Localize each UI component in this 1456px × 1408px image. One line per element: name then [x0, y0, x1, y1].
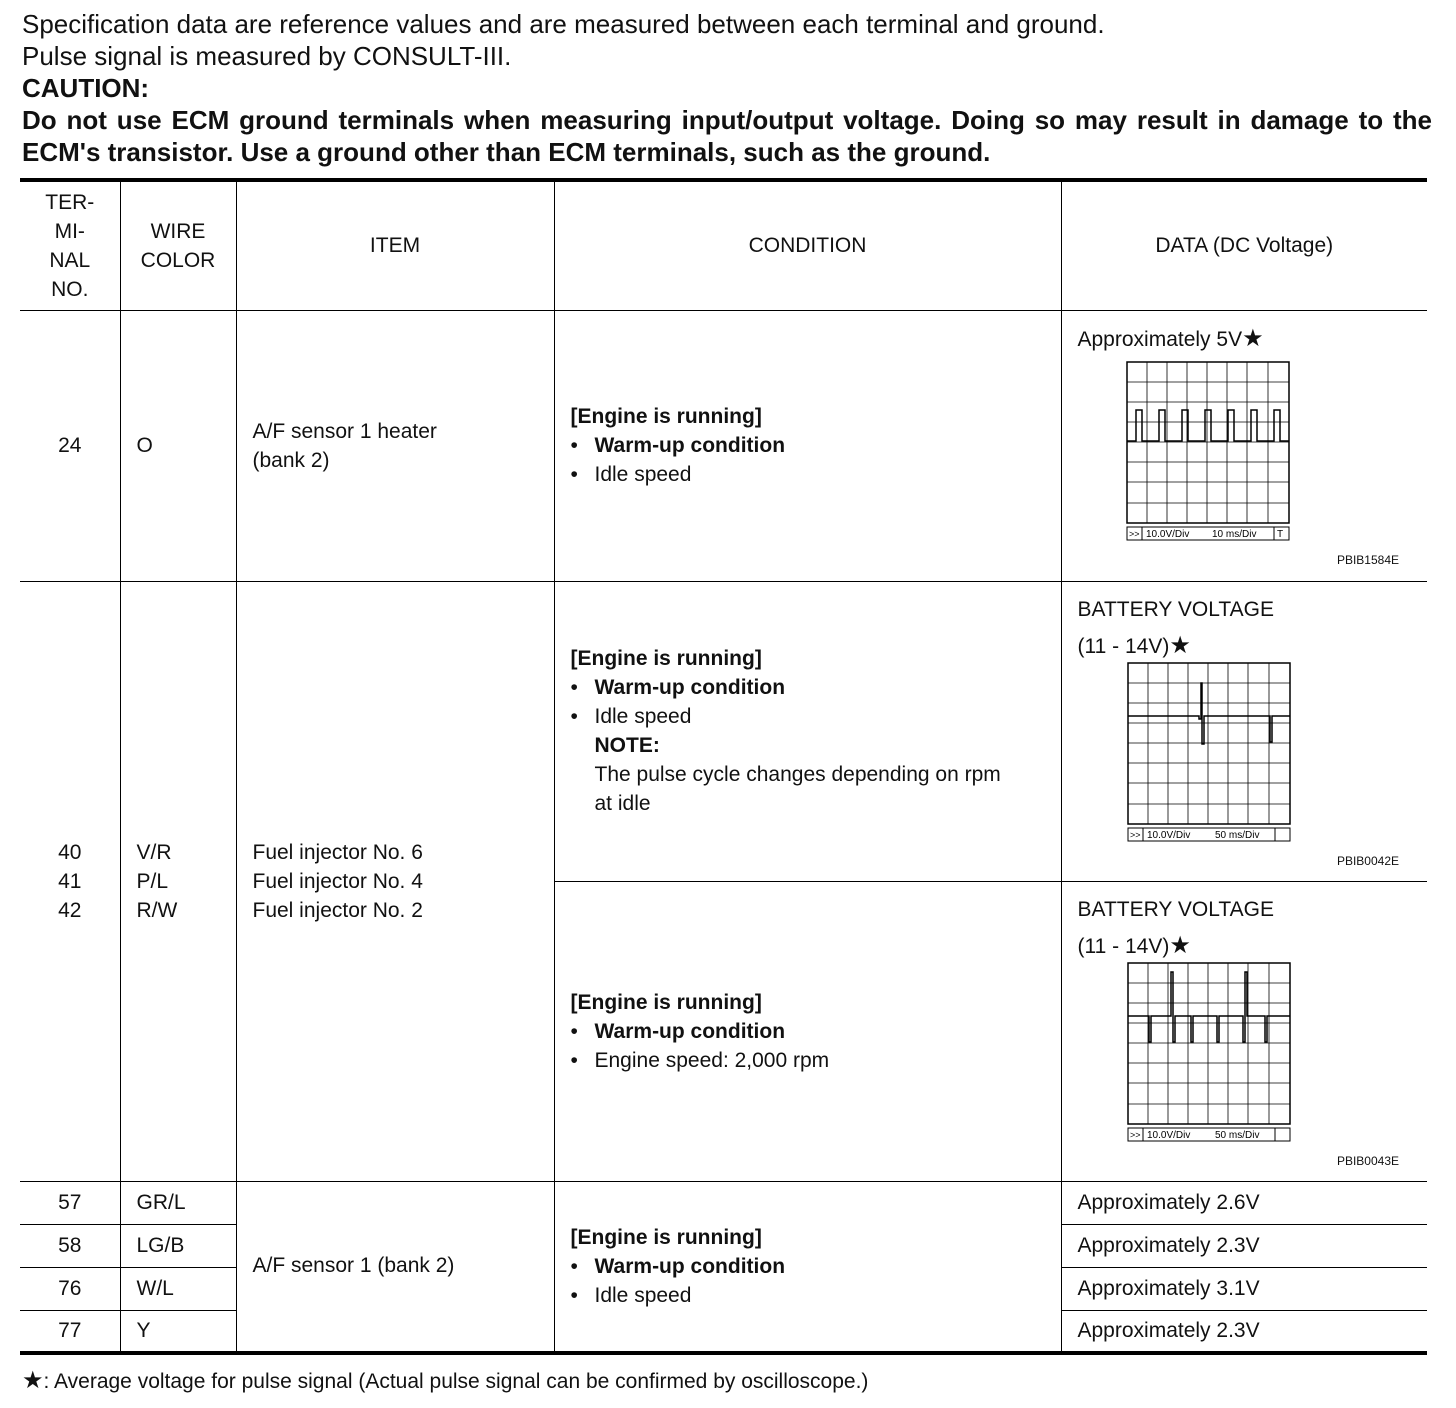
wire-color-cell: GR/L [120, 1181, 236, 1224]
data-cell [1061, 581, 1427, 881]
condition-heading: [Engine is running] [570, 405, 762, 428]
caution-body: Do not use ECM ground terminals when measuring input/output voltage. Doing so may result in damage to the ECM's transistor. Use a ground other than ECM terminals, such as the ground. [22, 105, 1432, 167]
wire-value: V/R [136, 840, 172, 864]
condition-cell: [Engine is running] • Warm-up condition • Idle speed [554, 1181, 1061, 1353]
header-data: DATA (DC Voltage) [1061, 180, 1427, 310]
figure-id: PBIB1584E [1336, 552, 1399, 567]
condition-bullet: Engine speed: 2,000 rpm [594, 1048, 830, 1072]
condition-bullet: Idle speed [594, 705, 692, 728]
data-value: BATTERY VOLTAGE [1077, 897, 1274, 921]
wire-color-cell: W/L [120, 1267, 236, 1310]
header-terminal [20, 180, 120, 310]
note-title: NOTE: [594, 734, 660, 757]
spec-note: Specification data are reference values and are measured between each terminal and ground. [22, 9, 1105, 39]
table-row [20, 310, 1427, 581]
scope-arrow-icon: >> [1128, 528, 1140, 539]
header-wire-line: COLOR [140, 248, 216, 272]
item-cell [236, 581, 554, 1181]
table-row [20, 581, 1427, 881]
data-value: (11 - 14V) [1077, 934, 1170, 958]
pulse-note: Pulse signal is measured by CONSULT-III. [22, 41, 512, 71]
condition-heading: [Engine is running] [570, 647, 762, 670]
table-row [20, 1181, 1427, 1224]
intro-notes [22, 8, 1432, 168]
data-cell [1061, 881, 1427, 1181]
item-line: (bank 2) [252, 448, 330, 472]
oscilloscope-waveform [1127, 662, 1293, 844]
wire-value: P/L [136, 869, 169, 893]
header-item: ITEM [236, 180, 554, 310]
terminal-cell [20, 581, 120, 1181]
terminal-cell: 77 [20, 1310, 120, 1353]
condition-bullet: Warm-up condition [594, 1254, 786, 1278]
scope-trigger: T [1276, 528, 1283, 540]
condition-cell: [Engine is running] • Warm-up condition • Idle speed [554, 310, 1061, 581]
header-condition: CONDITION [554, 180, 1061, 310]
star-icon: ★ [1169, 931, 1191, 959]
figure-id: PBIB0042E [1336, 853, 1399, 868]
terminal-value: 42 [58, 898, 82, 922]
condition-heading: [Engine is running] [570, 990, 762, 1014]
terminal-value: 41 [58, 869, 82, 893]
item-line: Fuel injector No. 6 [252, 840, 423, 864]
figure-id: PBIB0043E [1336, 1153, 1399, 1168]
terminal-cell: 76 [20, 1267, 120, 1310]
star-icon: ★ [22, 1367, 44, 1394]
wire-color-cell [120, 581, 236, 1181]
scope-volt-div: 10.0V/Div [1145, 528, 1189, 540]
header-wire-color [120, 180, 236, 310]
scope-time-div: 50 ms/Div [1214, 829, 1259, 841]
wire-color-cell: O [120, 310, 236, 581]
scope-volt-div: 10.0V/Div [1146, 1129, 1190, 1141]
item-line: Fuel injector No. 4 [252, 869, 423, 893]
terminal-value: 40 [58, 840, 82, 864]
star-icon: ★ [1169, 631, 1191, 659]
header-terminal-line: MI- [54, 219, 85, 243]
note-text: The pulse cycle changes depending on rpm [594, 763, 1001, 786]
footnote-text: : Average voltage for pulse signal (Actual pulse signal can be confirmed by oscilloscope.) [43, 1370, 869, 1393]
data-value: Approximately 3.1V [1061, 1267, 1427, 1310]
scope-time-div: 10 ms/Div [1211, 528, 1256, 540]
scope-volt-div: 10.0V/Div [1146, 829, 1190, 841]
data-value: Approximately 2.3V [1061, 1224, 1427, 1267]
header-row [20, 180, 1427, 310]
data-value: (11 - 14V) [1077, 634, 1170, 658]
scope-arrow-icon: >> [1129, 829, 1141, 840]
wire-value: R/W [136, 898, 178, 922]
item-line: Fuel injector No. 2 [252, 898, 423, 922]
item-line: A/F sensor 1 heater [252, 419, 437, 443]
wire-color-cell: Y [120, 1310, 236, 1353]
note-text: at idle [594, 792, 651, 815]
condition-bullet: Idle speed [594, 463, 692, 486]
data-cell [1061, 310, 1427, 581]
header-terminal-line: TER- [45, 190, 95, 214]
wire-color-cell: LG/B [120, 1224, 236, 1267]
terminal-cell: 57 [20, 1181, 120, 1224]
terminal-cell: 24 [20, 310, 120, 581]
caution-title: CAUTION: [22, 73, 150, 103]
condition-cell: [Engine is running] • Warm-up condition • Idle speed NOTE: The pulse cycle changes depending on rpm at idle [554, 581, 1061, 881]
condition-bullet: Idle speed [594, 1283, 692, 1307]
data-value: Approximately 2.3V [1061, 1310, 1427, 1353]
condition-bullet: Warm-up condition [594, 1019, 786, 1043]
scope-arrow-icon: >> [1129, 1129, 1141, 1140]
condition-bullet: Warm-up condition [594, 676, 786, 699]
header-terminal-line: NO. [51, 277, 89, 301]
item-cell: A/F sensor 1 (bank 2) [236, 1181, 554, 1353]
header-terminal-line: NAL [49, 248, 91, 272]
data-value: Approximately 5V [1077, 327, 1243, 351]
oscilloscope-waveform [1127, 962, 1293, 1144]
terminal-cell: 58 [20, 1224, 120, 1267]
item-cell [236, 310, 554, 581]
ecm-terminal-table [20, 178, 1427, 1355]
header-wire-line: WIRE [150, 219, 206, 243]
footnote [22, 1366, 868, 1395]
condition-heading: [Engine is running] [570, 1225, 762, 1249]
condition-bullet: Warm-up condition [594, 434, 786, 457]
scope-time-div: 50 ms/Div [1214, 1129, 1259, 1141]
condition-cell: [Engine is running] • Warm-up condition • Engine speed: 2,000 rpm [554, 881, 1061, 1181]
data-value: BATTERY VOLTAGE [1077, 597, 1274, 621]
oscilloscope-waveform [1126, 361, 1292, 543]
data-value: Approximately 2.6V [1061, 1181, 1427, 1224]
note-block [571, 731, 1061, 818]
star-icon: ★ [1242, 324, 1264, 352]
